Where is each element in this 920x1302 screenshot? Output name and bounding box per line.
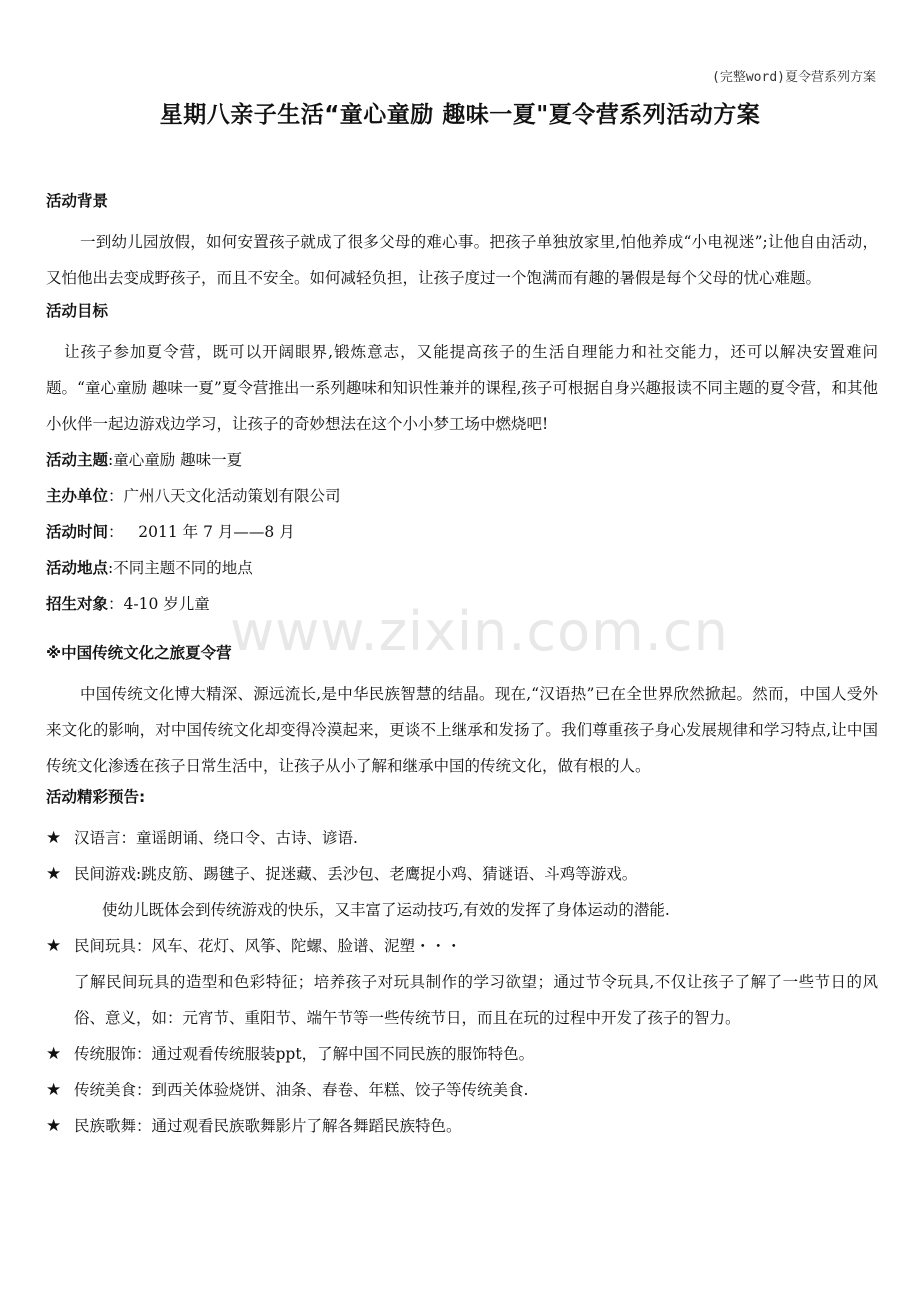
field-value: 不同主题不同的地点 [113, 559, 253, 577]
field-label: 活动地点 [46, 559, 109, 577]
preview-heading: 活动精彩预告: [46, 788, 146, 806]
header-note: (完整word)夏令营系列方案 [712, 70, 876, 85]
star-bullet-icon: ★ [46, 1116, 62, 1136]
document-body [46, 190, 878, 1144]
field-label: 活动主题 [46, 451, 109, 469]
list-item [46, 1108, 878, 1144]
star-bullet-icon: ★ [46, 864, 62, 884]
field-value: 4-10 岁儿童 [123, 595, 210, 613]
list-item [46, 1036, 878, 1072]
field-target [46, 586, 878, 622]
goal-heading: 活动目标 [46, 302, 109, 320]
field-separator: : [108, 451, 114, 469]
field-separator: : [108, 559, 114, 577]
background-heading: 活动背景 [46, 192, 109, 210]
spacer [46, 622, 878, 642]
list-item-text: 汉语言：童谣朗诵、绕口令、古诗、谚语. [74, 829, 358, 847]
field-location [46, 550, 878, 586]
list-item [46, 928, 878, 964]
field-value: 2011 年 7 月——8 月 [123, 523, 295, 541]
field-time [46, 514, 878, 550]
star-bullet-icon: ★ [46, 936, 62, 956]
field-theme [46, 442, 878, 478]
field-value: 童心童励 趣味一夏 [113, 451, 243, 469]
list-item-text: 民间玩具：风车、花灯、风筝、陀螺、脸谱、泥塑・・・ [74, 937, 462, 955]
background-paragraph: 一到幼儿园放假，如何安置孩子就成了很多父母的难心事。把孩子单独放家里,怕他养成“小电视迷”;让他自由活动，又怕他出去变成野孩子，而且不安全。如何减轻负担，让孩子度过一个饱满而有趣的暑假是每个父母的忧心难题。 [46, 233, 878, 287]
list-item-text: 传统美食：到西关体验烧饼、油条、春卷、年糕、饺子等传统美食. [74, 1081, 529, 1099]
list-item-text: 民族歌舞：通过观看民族歌舞影片了解各舞蹈民族特色。 [74, 1117, 462, 1135]
field-separator: ： [108, 595, 124, 613]
field-value: 广州八天文化活动策划有限公司 [123, 487, 341, 505]
list-item [46, 856, 878, 892]
field-separator: ： [108, 523, 124, 541]
field-organizer [46, 478, 878, 514]
field-label: 活动时间 [46, 523, 109, 541]
field-separator: ： [108, 487, 124, 505]
culture-camp-intro: 中国传统文化博大精深、源远流长,是中华民族智慧的结晶。现在,“汉语热”已在全世界欣然掀起。然而，中国人受外来文化的影响，对中国传统文化却变得冷漠起来，更谈不上继承和发扬了。我们尊重孩子身心发展规律和学习特点,让中国传统文化渗透在孩子日常生活中，让孩子从小了解和继承中国的传统文化，做有根的人。 [46, 685, 878, 775]
game-note: 使幼儿既体会到传统游戏的快乐，又丰富了运动技巧,有效的发挥了身体运动的潜能. [102, 901, 670, 919]
toy-note: 了解民间玩具的造型和色彩特征；培养孩子对玩具制作的学习欲望；通过节令玩具,不仅让孩子了解了一些节日的风俗、意义，如：元宵节、重阳节、端午节等一些传统节日，而且在玩的过程中开发了孩子的智力。 [74, 973, 878, 1027]
list-item-text: 传统服饰：通过观看传统服装ppt，了解中国不同民族的服饰特色。 [74, 1045, 535, 1063]
star-bullet-icon: ★ [46, 1080, 62, 1100]
list-item [46, 1072, 878, 1108]
list-item [46, 820, 878, 856]
list-item-text: 民间游戏:跳皮筋、踢毽子、捉迷藏、丢沙包、老鹰捉小鸡、猜谜语、斗鸡等游戏。 [74, 865, 638, 883]
watermark: www.zixin.com.cn [230, 600, 729, 663]
field-label: 主办单位 [46, 487, 109, 505]
culture-camp-heading: ※中国传统文化之旅夏令营 [46, 644, 232, 662]
star-bullet-icon: ★ [46, 828, 62, 848]
goal-paragraph: 让孩子参加夏令营，既可以开阔眼界,锻炼意志，又能提高孩子的生活自理能力和社交能力，还可以解决安置难问题。“童心童励 趣味一夏”夏令营推出一系列趣味和知识性兼并的课程,孩子可根据自身兴趣报读不同主题的夏令营，和其他小伙伴一起边游戏边学习，让孩子的奇妙想法在这个小小梦工场中燃烧吧! [46, 343, 878, 433]
star-bullet-icon: ★ [46, 1044, 62, 1064]
field-label: 招生对象 [46, 595, 109, 613]
document-title: 星期八亲子生活“童心童励 趣味一夏"夏令营系列活动方案 [159, 102, 761, 128]
